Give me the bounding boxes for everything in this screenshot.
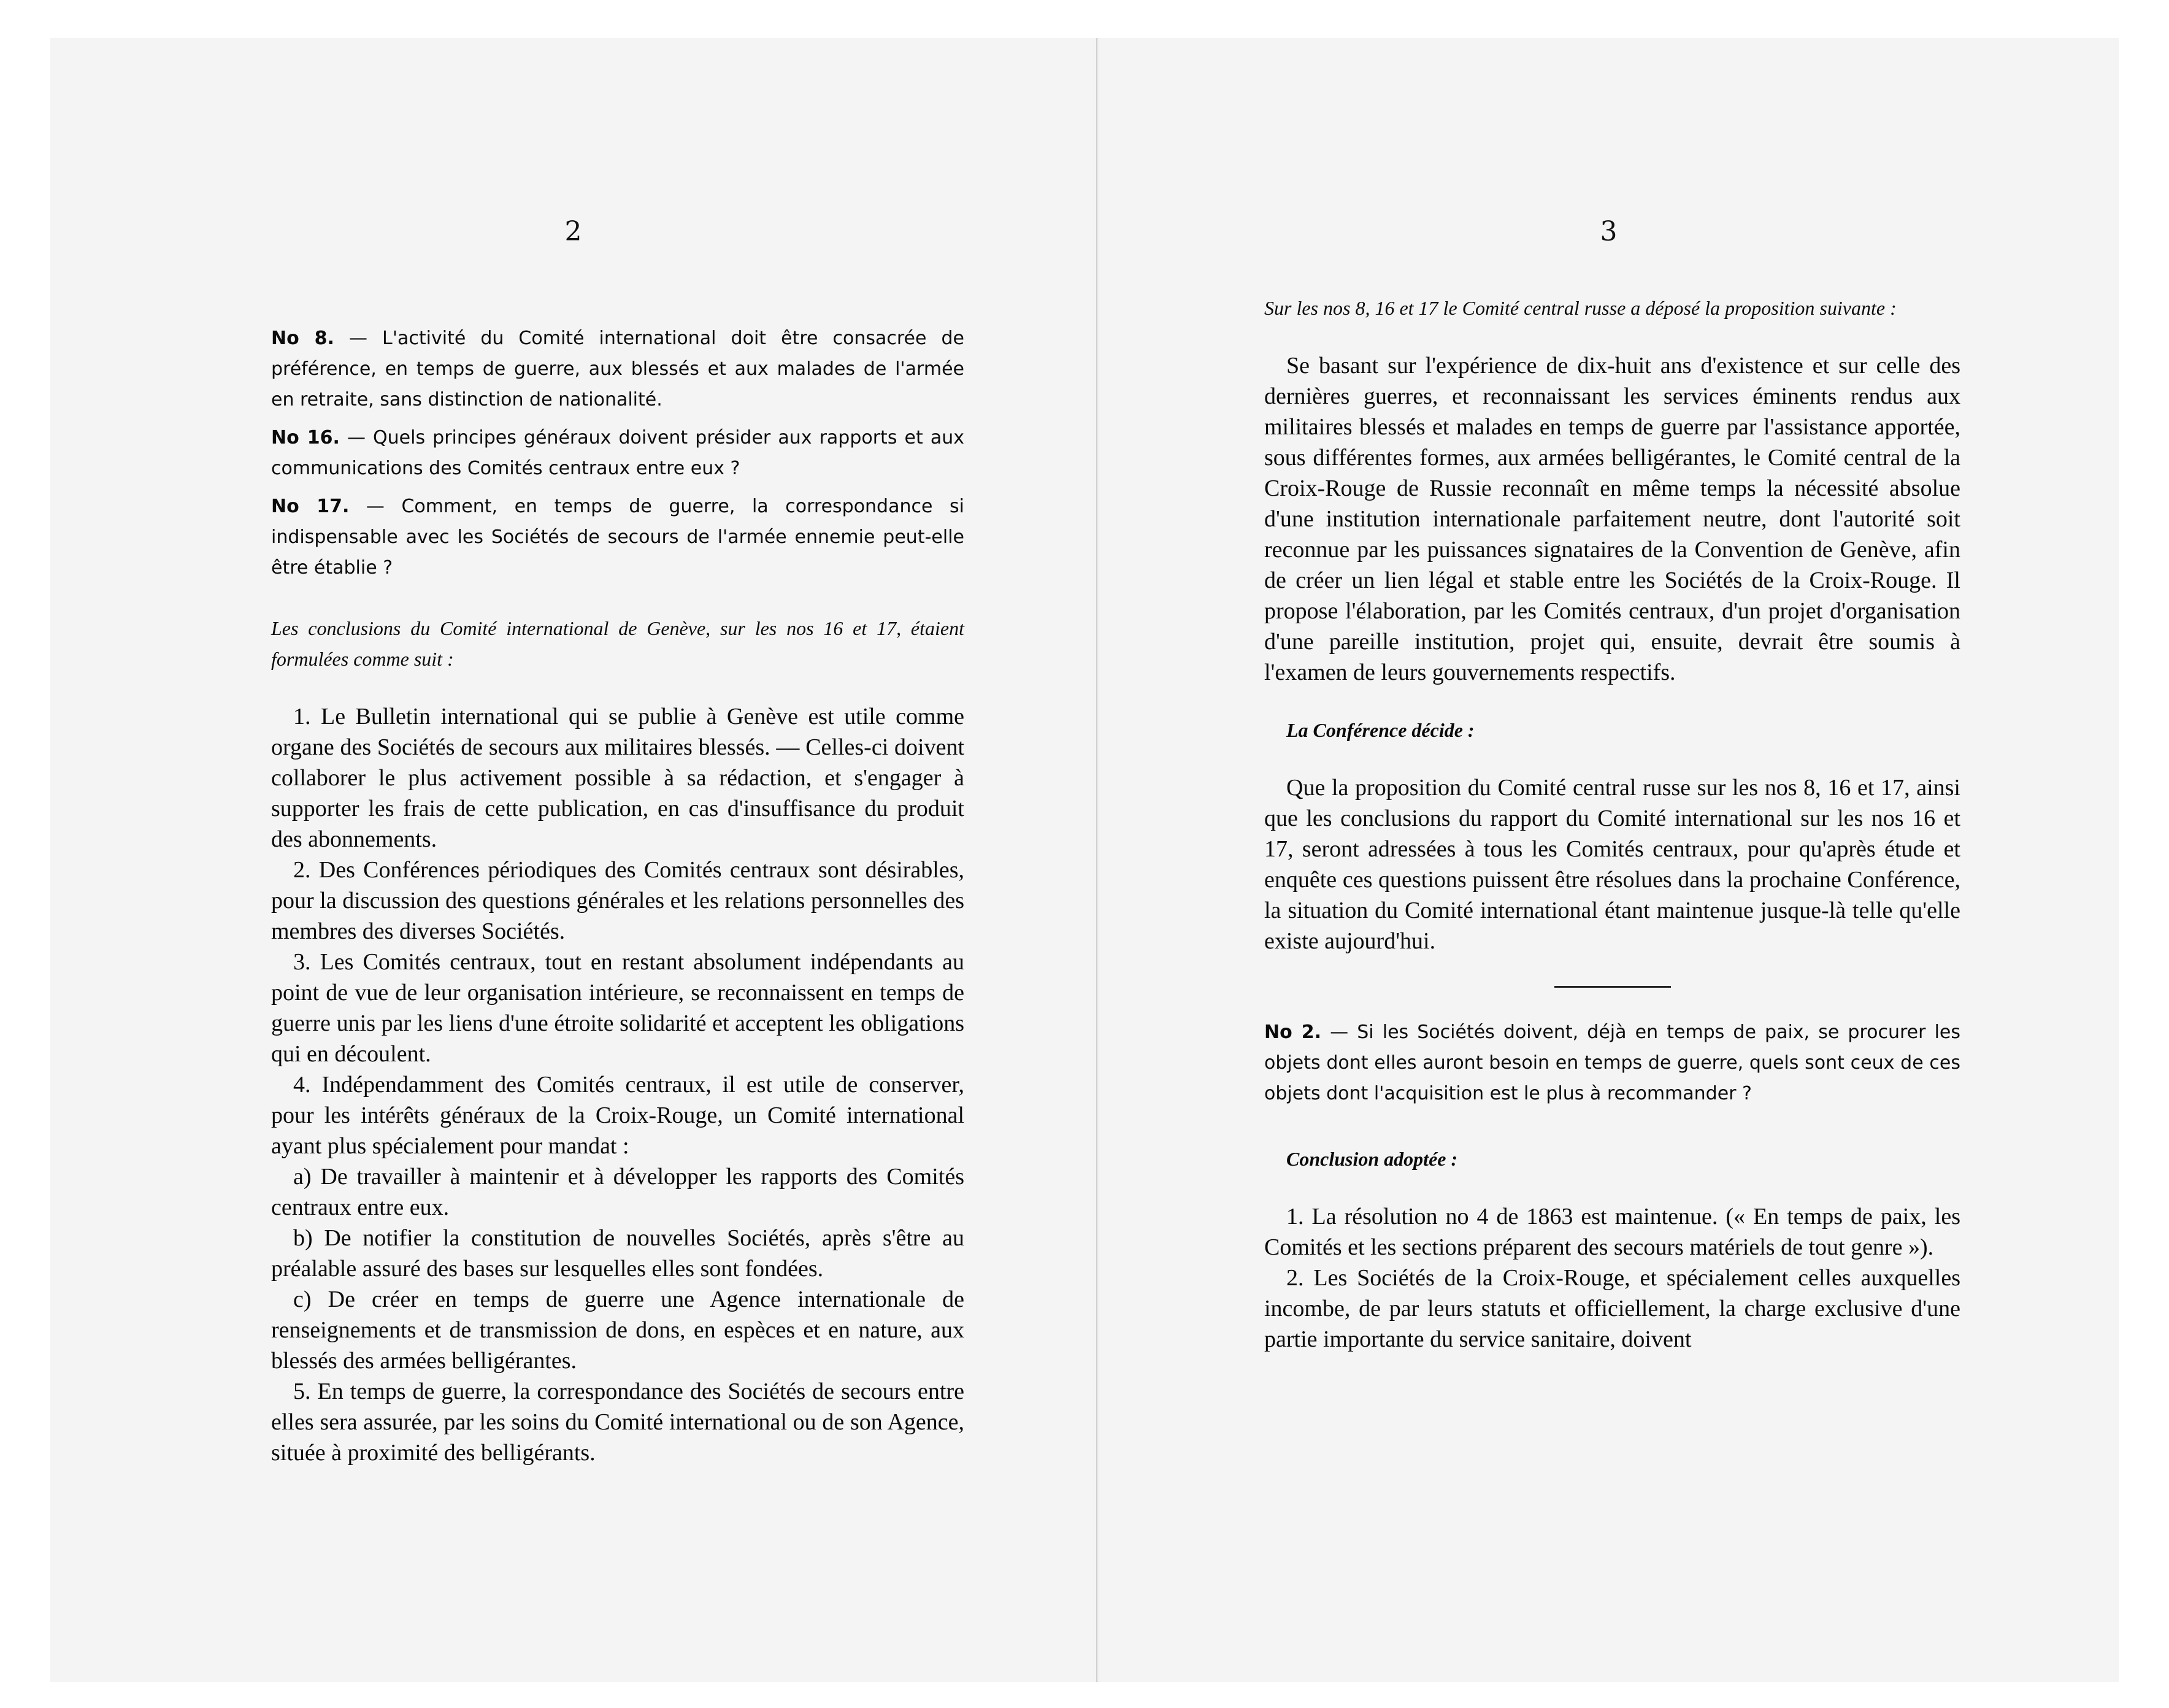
paragraph: c) De créer en temps de guerre une Agence internationale de renseignements et de transmission de dons, en espèces et en nature, aux blessés des armées belligérantes.	[271, 1287, 964, 1374]
question-text: — Si les Sociétés doivent, déjà en temps de paix, se procurer les objets dont elles auront besoin en temps de guerre, quels sont ceux de ces objets dont l'acquisition est le plus à recommander ?	[1264, 1021, 1960, 1104]
section-divider	[1554, 986, 1671, 988]
paragraph: 4. Indépendamment des Comités centraux, il est utile de conserver, pour les intérêts généraux de la Croix-Rouge, un Comité international ayant plus spécialement pour mandat :	[271, 1072, 964, 1159]
right-page	[1099, 38, 2119, 1682]
question-item	[271, 423, 964, 484]
paragraph: 5. En temps de guerre, la correspondance des Sociétés de secours entre elles sera assurée, par les soins du Comité international ou de son Agence, située à proximité des belligérants.	[271, 1379, 964, 1466]
question-item	[271, 491, 964, 583]
question-text: — L'activité du Comité international doit être consacrée de préférence, en temps de guerre, aux blessés et aux malades de l'armée en retraite, sans distinction de nationalité.	[271, 328, 964, 410]
paragraph: 1. Le Bulletin international qui se publie à Genève est utile comme organe des Sociétés de secours aux militaires blessés. — Celles-ci doivent collaborer le plus activement possible à sa rédaction, et s'engager à supporter les frais de cette publication, en cas d'insuffisance du produit des abonnements.	[271, 704, 964, 852]
left-column	[271, 323, 964, 1468]
conclusion-label: Conclusion adoptée :	[1286, 1148, 1458, 1170]
decision-text: Que la proposition du Comité central russe sur les nos 8, 16 et 17, ainsi que les conclusions du rapport du Comité international sur les nos 16 et 17, seront adressées à tous les Comités centraux, pour qu'après étude et enquête ces questions puissent être résolues dans la prochaine Conférence, la situation du Comité international étant maintenue jusque-là telle qu'elle existe aujourd'hui.	[1264, 775, 1960, 954]
question-number: No 16.	[271, 427, 340, 448]
decision-label: La Conférence décide :	[1286, 719, 1475, 741]
conclusions-intro: Les conclusions du Comité international de Genève, sur les nos 16 et 17, étaient formulées comme suit :	[271, 617, 964, 670]
conclusion-item: 1. La résolution no 4 de 1863 est maintenue. (« En temps de paix, les Comités et les sections préparent des secours matériels de tout genre »).	[1264, 1204, 1960, 1260]
paragraph: 3. Les Comités centraux, tout en restant absolument indépendants au point de vue de leur organisation intérieure, se reconnaissent en temps de guerre unis par les liens d'une étroite solidarité et acceptent les obligations qui en découlent.	[271, 949, 964, 1067]
proposal-intro: Sur les nos 8, 16 et 17 le Comité central russe a déposé la proposition suivante :	[1264, 297, 1897, 319]
question-number: No 2.	[1264, 1021, 1322, 1043]
paragraph: a) De travailler à maintenir et à développer les rapports des Comités centraux entre eux.	[271, 1164, 964, 1220]
proposal-text: Se basant sur l'expérience de dix-huit ans d'existence et sur celle des dernières guerres, et reconnaissant les services éminents rendus aux militaires blessés et malades en temps de guerre par l'assistance apportée, sous différentes formes, aux armées belligérantes, le Comité central de la Croix-Rouge de Russie reconnaît en même temps la nécessité absolue d'une institution internationale parfaitement neutre, dont l'autorité soit reconnue par les puissances signataires de la Convention de Genève, afin de créer un lien légal et stable entre les Sociétés de la Croix-Rouge. Il propose l'élaboration, par les Comités centraux, d'un projet d'organisation d'une pareille institution, projet qui, ensuite, devrait être soumis à l'examen de leurs gouvernements respectifs.	[1264, 353, 1960, 685]
page-number: 2	[564, 216, 582, 247]
question-text: — Quels principes généraux doivent présider aux rapports et aux communications des Comités centraux entre eux ?	[271, 427, 964, 479]
question-item	[1264, 1017, 1960, 1109]
book-spread	[50, 38, 2119, 1682]
question-text: — Comment, en temps de guerre, la correspondance si indispensable avec les Sociétés de secours de l'armée ennemie peut-elle être établie ?	[271, 496, 964, 579]
page-number: 3	[1600, 216, 1618, 247]
paragraph: 2. Des Conférences périodiques des Comités centraux sont désirables, pour la discussion des questions générales et les relations personnelles des membres des diverses Sociétés.	[271, 857, 964, 944]
left-page	[50, 38, 1097, 1682]
question-number: No 8.	[271, 328, 334, 349]
question-item	[271, 323, 964, 415]
question-number: No 17.	[271, 496, 350, 517]
conclusion-item: 2. Les Sociétés de la Croix-Rouge, et spécialement celles auxquelles incombe, de par leurs statuts et officiellement, la charge exclusive d'une partie importante du service sanitaire, doivent	[1264, 1265, 1960, 1352]
paragraph: b) De notifier la constitution de nouvelles Sociétés, après s'être au préalable assuré des bases sur lesquelles elles sont fondées.	[271, 1225, 964, 1282]
right-column	[1264, 293, 1960, 1355]
